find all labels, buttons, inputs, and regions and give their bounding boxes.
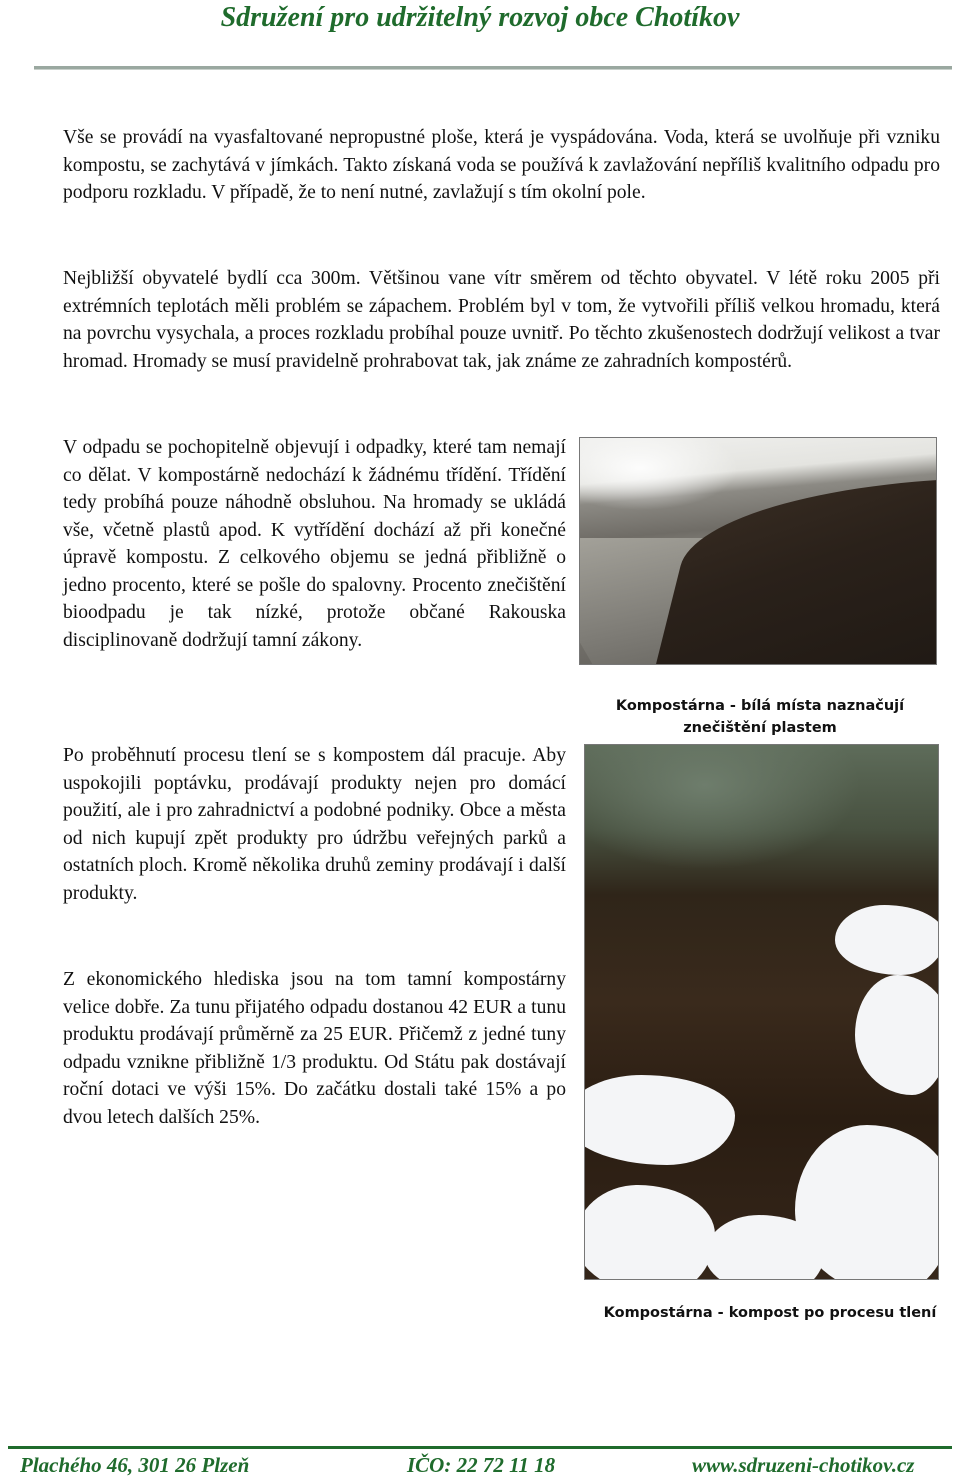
header-divider (34, 66, 952, 70)
paragraph-asphalt-surface: Vše se provádí na vyasfaltované nepropustné ploše, která je vyspádována. Voda, která se uvolňuje při vzniku kompostu, se zachytává v jímkách. Takto získaná voda se používá k zavlažování nepříliš kvalitního odpadu pro podporu rozkladu. V případě, že to není nutné, zavlažují s tím okolní pole. (63, 127, 940, 203)
paragraph-residents-odor: Nejbližší obyvatelé bydlí cca 300m. Většinou vane vítr směrem od těchto obyvatel. V létě roku 2005 při extrémních teplotách měli problém se zápachem. Problém byl v tom, že vytvořili příliš velkou hromadu, která na povrchu vysychala, a proces rozkladu probíhal pouze uvnitř. Po těchto zkušenostech dodržují velikost a tvar hromad. Hromady se musí pravidelně prohrabovat tak, jak známe ze zahradních kompostérů. (63, 268, 940, 372)
footer-ico: IČO: 22 72 11 18 (407, 1453, 556, 1477)
snow-patch (585, 1185, 715, 1279)
snow-patch (835, 905, 938, 975)
footer-divider (8, 1446, 952, 1449)
footer-address: Plachého 46, 301 26 Plzeň (20, 1453, 250, 1477)
footer-website[interactable]: www.sdruzeni-chotikov.cz (692, 1453, 915, 1477)
paragraph-products: Po proběhnutí procesu tlení se s kompostem dál pracuje. Aby uspokojili poptávku, prodávají produkty nejen pro domácí použití, ale i pro zahradnictví a podobné podniky. Obce a města od nich kupují zpět produkty pro údržbu veřejných parků a ostatních ploch. Kromě několika druhů zeminy prodávají i další produkty. (63, 745, 566, 904)
snow-patch (585, 1075, 735, 1165)
photo-compost-snow (585, 745, 938, 1279)
photo-compost-pile (648, 478, 936, 664)
photo2-caption: Kompostárna - kompost po procesu tlení (603, 1305, 937, 1321)
paragraph-contamination: V odpadu se pochopitelně objevují i odpadky, které tam nemají co dělat. V kompostárně nedochází k žádnému třídění. Třídění tedy probíhá pouze náhodně obsluhou. Na hromady se ukládá vše, včetně plastů apod. K vytřídění dochází až při konečné úpravě kompostu. Z celkového objemu se jedná přibližně o jedno procento, které se pošle do spalovny. Procento znečištění bioodpadu je tak nízké, protože občané Rakouska disciplinovaně dodržují tamní zákony. (63, 437, 566, 651)
snow-patch (855, 975, 938, 1095)
photo-compost-windrows (580, 438, 936, 664)
paragraph-economics: Z ekonomického hlediska jsou na tom tamní kompostárny velice dobře. Za tunu přijatého odpadu dostanou 42 EUR a tunu produktu prodávají průměrně za 25 EUR. Přičemž z jedné tuny odpadu vznikne přibližně 1/3 produktu. Od Státu pak dostávají roční dotaci ve výši 15%. Do začátku dostali také 15% a po dvou letech dalších 25%. (63, 969, 566, 1128)
page-header-title: Sdružení pro udržitelný rozvoj obce Chotíkov (220, 2, 740, 33)
photo1-caption: Kompostárna - bílá místa naznačují znečištění plastem (615, 698, 905, 736)
